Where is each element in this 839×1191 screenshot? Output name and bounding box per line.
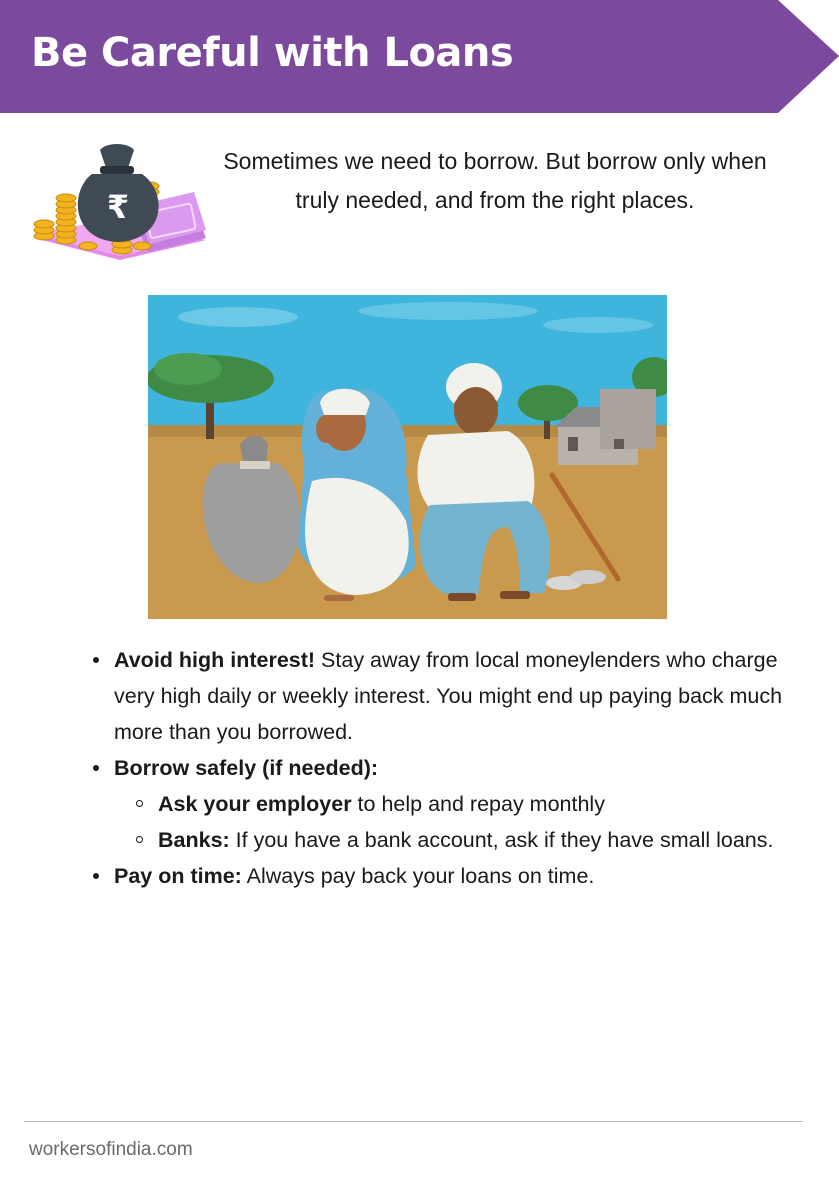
footer-site-link[interactable]: workersofindia.com xyxy=(29,1139,193,1160)
subtip-banks xyxy=(114,822,790,858)
tip-body: Always pay back your loans on time. xyxy=(241,864,595,888)
subtip-heading: Ask your employer xyxy=(158,792,352,816)
distressed-couple-illustration xyxy=(148,295,667,619)
tip-body: Stay away from local moneylenders who charge very high daily or weekly interest. You might end up paying back much more than you borrowed. xyxy=(114,648,783,744)
intro-text: Sometimes we need to borrow. But borrow only when truly needed, and from the right places. xyxy=(223,148,767,213)
svg-text:₹: ₹ xyxy=(106,188,130,226)
money-bag-rupee-icon xyxy=(30,142,208,266)
tip-pay-on-time xyxy=(90,858,790,894)
footer-divider xyxy=(24,1121,803,1122)
tip-heading: Pay on time: xyxy=(114,864,242,888)
subtip-heading: Banks: xyxy=(158,828,230,852)
subtip-ask-employer xyxy=(114,786,790,822)
borrow-safely-sublist xyxy=(114,786,790,858)
tips-list xyxy=(90,642,790,894)
header-banner xyxy=(0,0,839,113)
subtip-body: to help and repay monthly xyxy=(351,792,605,816)
tip-heading: Avoid high interest! xyxy=(114,648,316,672)
tip-borrow-safely xyxy=(90,750,790,858)
subtip-body: If you have a bank account, ask if they have small loans. xyxy=(229,828,774,852)
tip-heading: Borrow safely (if needed): xyxy=(114,756,379,780)
page-title: Be Careful with Loans xyxy=(31,30,514,76)
tip-avoid-high-interest xyxy=(90,642,790,750)
